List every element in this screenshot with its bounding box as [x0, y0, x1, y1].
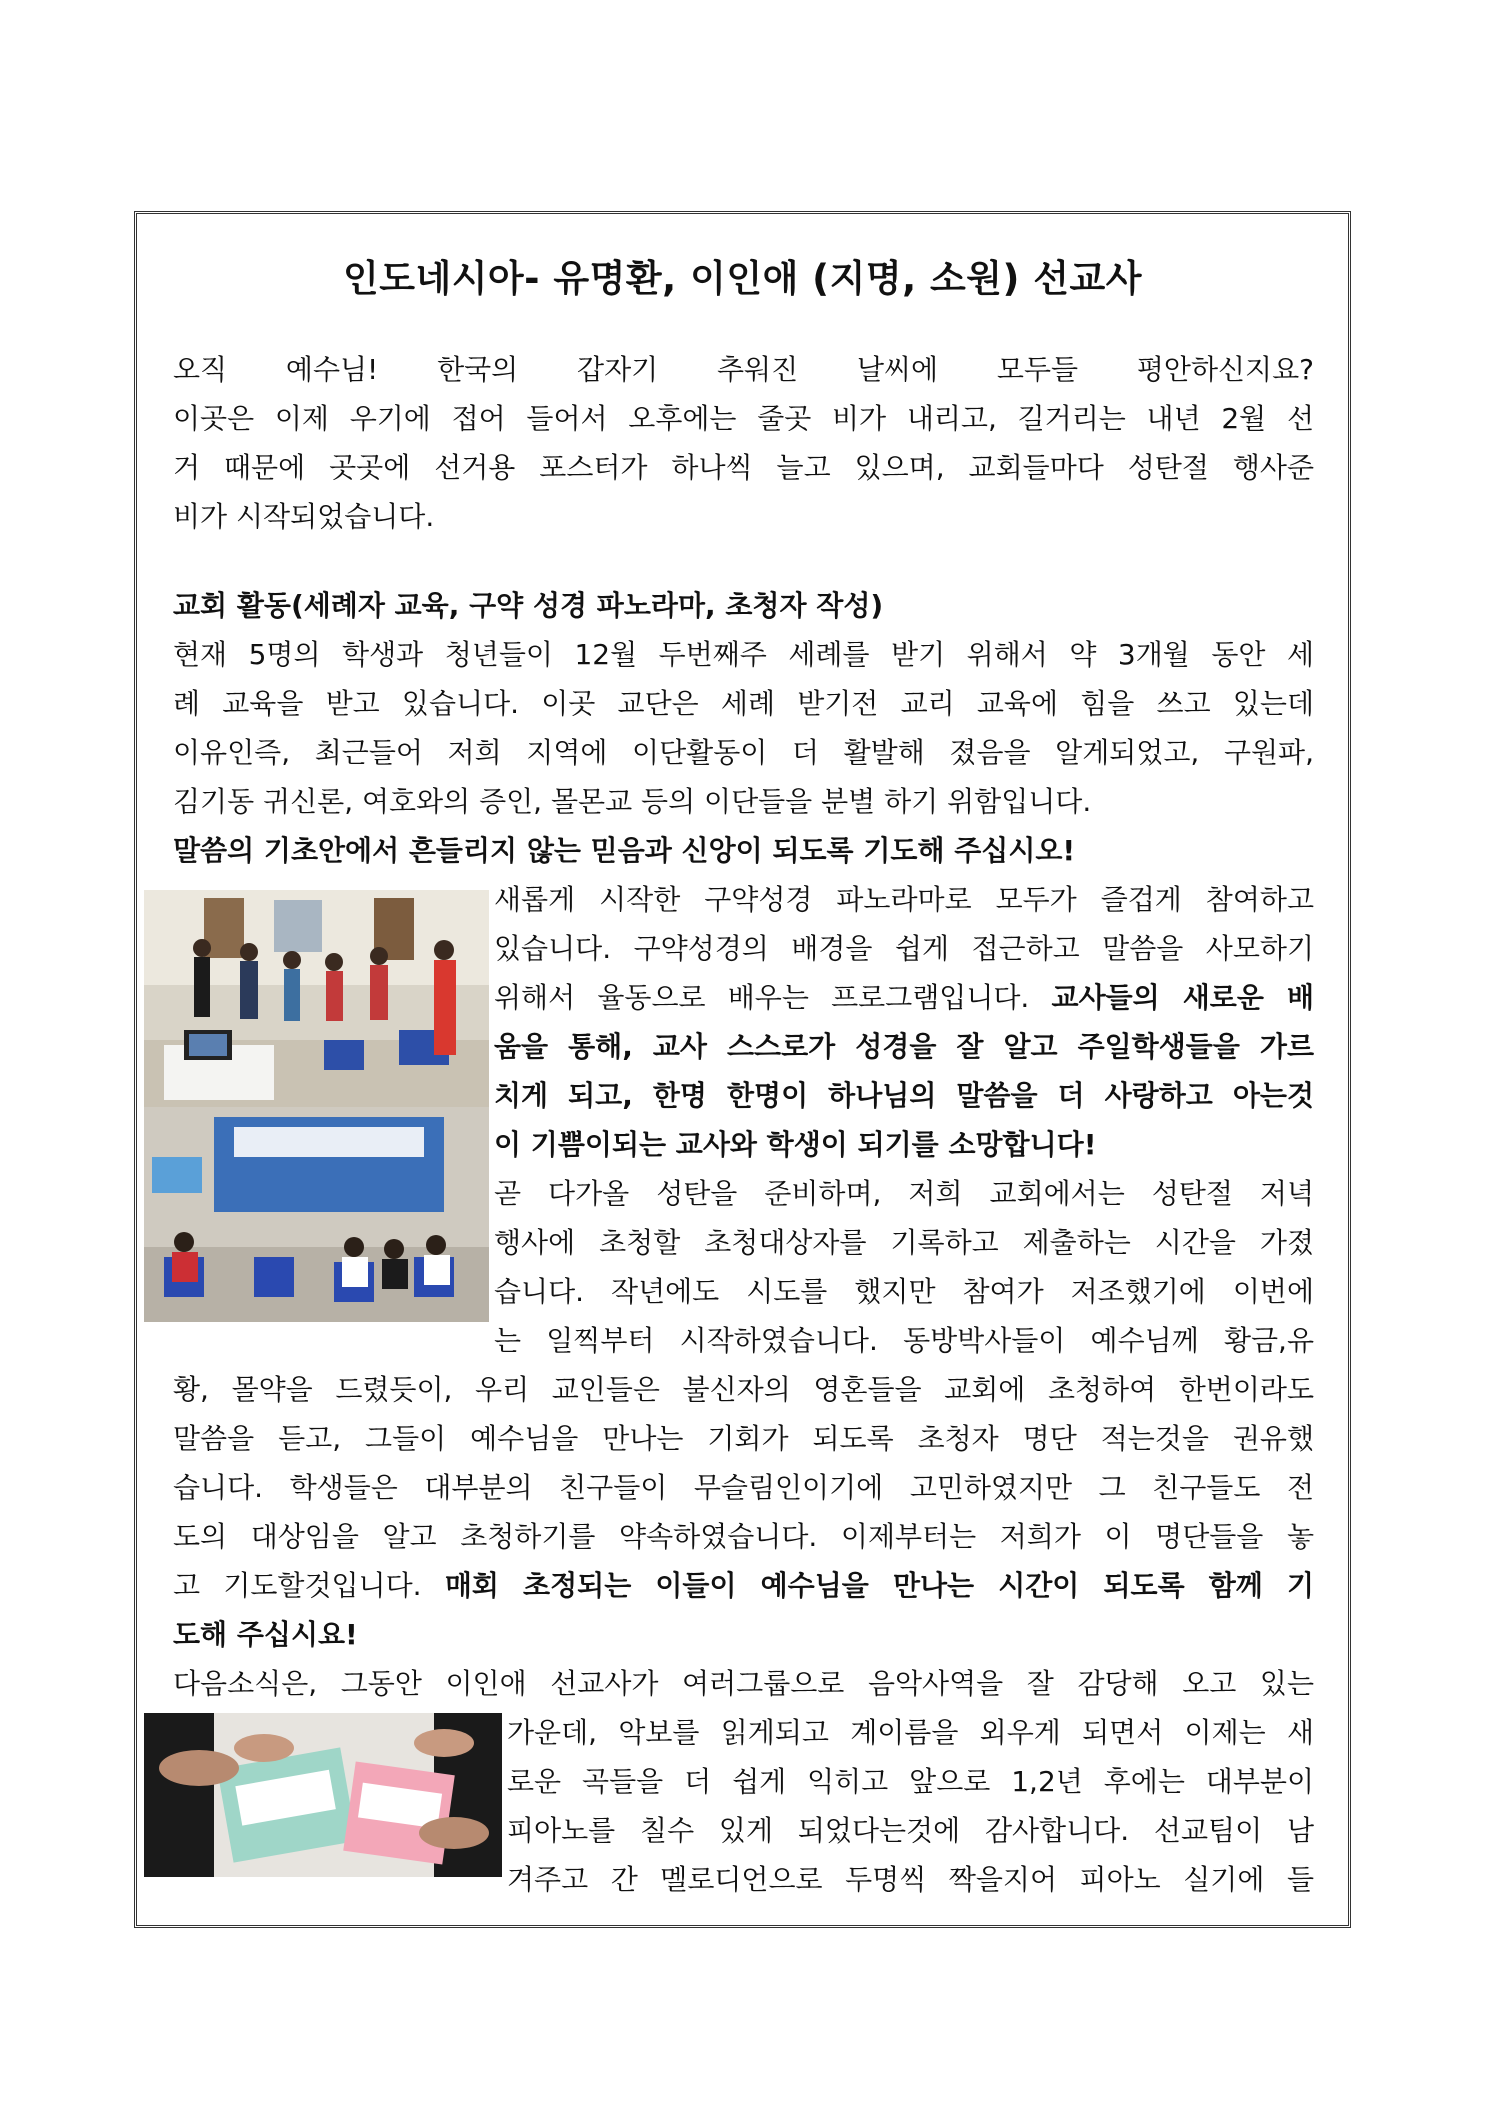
invitation-line — [173, 1561, 1314, 1610]
invitation-line: 말씀을 듣고, 그들이 예수님을 만나는 기회가 되도록 초청자 명단 적는것을 권유했 — [173, 1422, 1314, 1455]
panorama-line: 움을 통해, 교사 스스로가 성경을 잘 알고 주일학생들을 가르 — [494, 1030, 1314, 1063]
music-line: 피아노를 칠수 있게 되었다는것에 감사합니다. 선교팀이 남 — [507, 1814, 1314, 1847]
page-title: 인도네시아- 유명환, 이인애 (지명, 소원) 선교사 — [342, 257, 1143, 300]
baptism-paragraph — [173, 630, 1314, 826]
invitation-line: 곧 다가올 성탄을 준비하며, 저희 교회에서는 성탄절 저녁 — [494, 1177, 1314, 1210]
invitation-line: 습니다. 학생들은 대부분의 친구들이 무슬림인이기에 고민하였지만 그 친구들도 전 — [173, 1471, 1314, 1504]
music-intro-line — [173, 1659, 1314, 1708]
music-line: 가운데, 악보를 읽게되고 계이름을 외우게 되면서 이제는 새 — [507, 1716, 1314, 1749]
baptism-line: 김기동 귀신론, 여호와의 증인, 몰몬교 등의 이단들을 분별 하기 위함입니다. — [173, 785, 1092, 818]
invitation-line: 는 일찍부터 시작하였습니다. 동방박사들이 예수님께 황금,유 — [494, 1324, 1314, 1357]
music-line: 다음소식은, 그동안 이인애 선교사가 여러그룹으로 음악사역을 잘 감당해 오고 있는 — [173, 1667, 1314, 1700]
panorama-line-plain: 위해서 율동으로 배우는 프로그램입니다. — [494, 981, 1052, 1014]
baptism-line: 현재 5명의 학생과 청년들이 12월 두번째주 세례를 받기 위해서 약 3개월 동안 세 — [173, 638, 1314, 671]
baptism-line: 이유인즉, 최근들어 저희 지역에 이단활동이 더 활발해 졌음을 알게되었고, 구원파, — [173, 736, 1314, 769]
intro-line: 비가 시작되었습니다. — [173, 500, 435, 533]
music-line: 로운 곡들을 더 쉽게 익히고 앞으로 1,2년 후에는 대부분이 — [507, 1765, 1314, 1798]
section-heading: 교회 활동(세례자 교육, 구약 성경 파노라마, 초청자 작성) — [173, 589, 884, 622]
intro-paragraph — [173, 345, 1314, 541]
invitation-line: 행사에 초청할 초청대상자를 기록하고 제출하는 시간을 가졌 — [494, 1226, 1314, 1259]
melodica-photo — [144, 1713, 502, 1877]
invitation-line: 도해 주십시요! — [173, 1618, 358, 1651]
invitation-line-plain: 고 기도할것입니다. — [173, 1569, 445, 1602]
panorama-line — [494, 973, 1314, 1022]
invitation-line-bold: 매회 초정되는 이들이 예수님을 만나는 시간이 되도록 함께 기 — [444, 1569, 1315, 1602]
panorama-line-bold: 교사들의 새로운 배 — [1051, 981, 1314, 1014]
music-side-paragraph — [507, 1708, 1314, 1904]
invitation-side-paragraph — [494, 1169, 1314, 1365]
intro-line: 오직 예수님! 한국의 갑자기 추워진 날씨에 모두들 평안하신지요? — [173, 353, 1314, 386]
panorama-line: 치게 되고, 한명 한명이 하나님의 말씀을 더 사랑하고 아는것 — [494, 1079, 1314, 1112]
invitation-line: 황, 몰약을 드렸듯이, 우리 교인들은 불신자의 영혼들을 교회에 초청하여 한번이라도 — [173, 1373, 1314, 1406]
invitation-line: 습니다. 작년에도 시도를 했지만 참여가 저조했기에 이번에 — [494, 1275, 1314, 1308]
prayer-request: 말씀의 기초안에서 흔들리지 않는 믿음과 신앙이 되도록 기도해 주십시오! — [173, 834, 1076, 867]
intro-line: 거 때문에 곳곳에 선거용 포스터가 하나씩 늘고 있으며, 교회들마다 성탄절 행사준 — [173, 451, 1314, 484]
dance-program-photo — [144, 890, 489, 1107]
church-hall-photo — [144, 1107, 489, 1322]
panorama-line: 있습니다. 구약성경의 배경을 쉽게 접근하고 말씀을 사모하기 — [494, 932, 1314, 965]
invitation-full-paragraph — [173, 1365, 1314, 1659]
panorama-line: 새롭게 시작한 구약성경 파노라마로 모두가 즐겁게 참여하고 — [494, 883, 1314, 916]
intro-line: 이곳은 이제 우기에 접어 들어서 오후에는 줄곳 비가 내리고, 길거리는 내년 2월 선 — [173, 402, 1314, 435]
music-line: 겨주고 간 멜로디언으로 두명씩 짝을지어 피아노 실기에 들 — [507, 1863, 1314, 1896]
newsletter-frame — [134, 211, 1351, 1928]
baptism-line: 례 교육을 받고 있습니다. 이곳 교단은 세례 받기전 교리 교육에 힘을 쓰고 있는데 — [173, 687, 1314, 720]
panorama-line: 이 기쁨이되는 교사와 학생이 되기를 소망합니다! — [494, 1128, 1097, 1161]
invitation-line: 도의 대상임을 알고 초청하기를 약속하였습니다. 이제부터는 저희가 이 명단들을 놓 — [173, 1520, 1314, 1553]
panorama-paragraph — [494, 875, 1314, 1169]
